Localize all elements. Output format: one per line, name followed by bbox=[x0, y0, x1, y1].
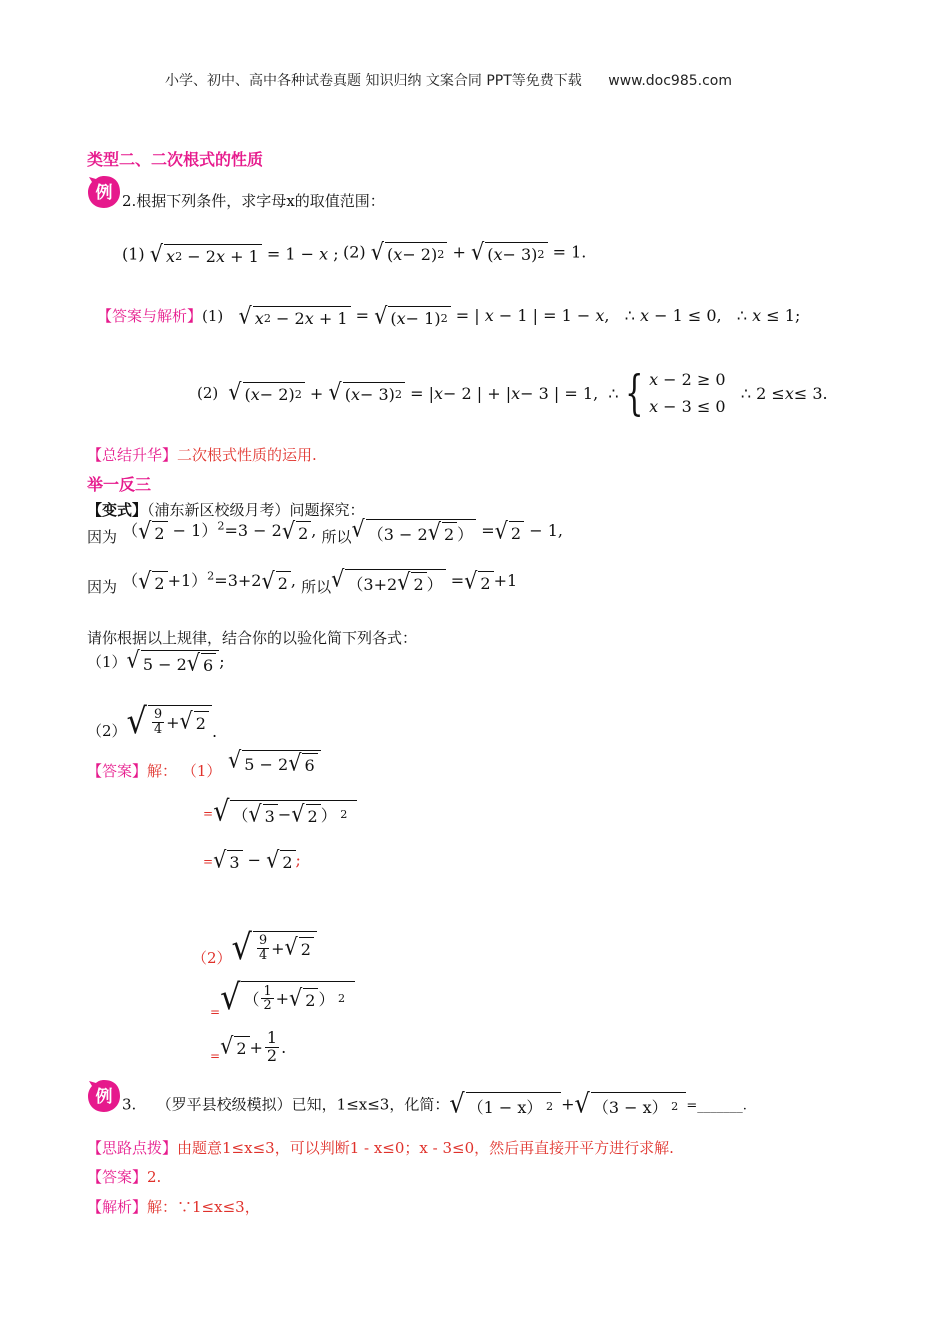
variant-line bbox=[87, 499, 365, 520]
instruction: 请你根据以上规律，结合你的以验化简下列各式： bbox=[87, 629, 418, 647]
problem-number: (2) bbox=[343, 242, 366, 262]
ex2-answer-1: 【答案与解析】(1) √ x 2 − 2 x + 1 = √ ( x − 1) 2 = | x − 1 | = 1 − x, ∴ x − 1 ≤ 0, ∴ x ≤ 1; bbox=[97, 302, 801, 329]
ex2-summary bbox=[87, 444, 317, 465]
ex2-problem-2: (2) √ ( x − 2) 2 + √ ( x − 3) 2 = 1. bbox=[343, 238, 587, 266]
header-url[interactable]: www.doc985.com bbox=[608, 73, 732, 89]
question-2: （2） √ $\frac{9}{4}$ + √ 2 . bbox=[87, 699, 218, 742]
ex3-analysis bbox=[87, 1196, 260, 1217]
answer-number: （1） bbox=[181, 762, 222, 780]
answer-number: (2) bbox=[197, 384, 219, 403]
answer-blank: =_______. bbox=[686, 1098, 747, 1114]
ex2-problem-1: (1) √ x 2 − 2 x + 1 = 1 − x ; bbox=[122, 240, 339, 268]
analysis-tag: 【解析】 bbox=[87, 1198, 148, 1216]
ex3-number: 3. bbox=[122, 1095, 137, 1114]
variant-text: （浦东新区校级月考）问题探究： bbox=[147, 501, 365, 519]
answer-tag: 【答案】 bbox=[87, 762, 148, 780]
badge-label: 例 bbox=[95, 1087, 113, 1107]
ex2-answer-2: (2) √ ( x − 2) 2 + √ ( x − 3) 2 = | x − 2 | + | x − 3 | = 1, ∴ { x − 2 ≥ 0 x − 3 ≤ 0 ∴ 2 ≤ x ≤ 3. bbox=[197, 365, 828, 422]
because-line-1: 因为 （ √ 2 − 1）$^2$=3 − 2 √ 2 , 所以 √ （3 − 2 √ 2 ） = √ 2 − 1, bbox=[87, 515, 563, 546]
answer-tag: 【答案】 bbox=[87, 1168, 148, 1186]
answer-2-step-2: = √ 2 + $\frac{1}{2}$ . bbox=[210, 1028, 287, 1065]
juyi-answer bbox=[87, 760, 221, 781]
answer-number: (1) bbox=[202, 307, 224, 325]
ex2-prompt: 2.根据下列条件，求字母x的取值范围： bbox=[122, 192, 385, 210]
ex3-question: 3. （罗平县校级模拟）已知，1≤x≤3，化简： √ （1 − x） 2 + √ （3 − x） 2 =_______. bbox=[122, 1088, 747, 1120]
badge-label: 例 bbox=[95, 183, 113, 203]
question-number: （1） bbox=[87, 653, 127, 671]
answer-2-expr: （2） √ $\frac{9}{4}$ + √ 2 bbox=[192, 925, 317, 968]
header-text: 小学、初中、高中各种试卷真题 知识归纳 文案合同 PPT等免费下载 bbox=[165, 73, 582, 89]
example-badge-icon bbox=[86, 1078, 122, 1114]
summary-tag: 【总结升华】 bbox=[87, 446, 178, 464]
question-1: （1） √ 5 − 2 √ 6 ; bbox=[87, 646, 225, 677]
question-number: （2） bbox=[87, 722, 127, 740]
summary-text: 二次根式性质的运用. bbox=[177, 446, 317, 464]
so-label: 所以 bbox=[301, 578, 332, 596]
section-title: 类型二、二次根式的性质 bbox=[87, 150, 264, 169]
answer-1-expr: √ 5 − 2 √ 6 bbox=[228, 750, 321, 775]
answer-text: 2. bbox=[147, 1168, 162, 1186]
because-label: 因为 bbox=[87, 528, 118, 546]
because-label: 因为 bbox=[87, 578, 118, 596]
analysis-text: 解：∵1≤x≤3， bbox=[147, 1198, 260, 1216]
hint-tag: 【思路点拨】 bbox=[87, 1139, 178, 1157]
juyi-title: 举一反三 bbox=[87, 475, 152, 494]
answer-1-step-1: = √ （ √ 3 − √ 2 ） 2 bbox=[203, 800, 357, 826]
because-line-2: 因为 （ √ 2 +1）$^2$=3+2 √ 2 , 所以 √ （3+2 √ 2 ） = √ 2 +1 bbox=[87, 565, 518, 596]
so-label: 所以 bbox=[321, 528, 352, 546]
example-badge-icon bbox=[86, 174, 122, 210]
ex3-hint bbox=[87, 1137, 674, 1158]
answer-1-step-2: = √ 3 − √ 2 ; bbox=[203, 846, 301, 874]
answer-tag: 【答案与解析】 bbox=[97, 307, 203, 325]
problem-number: (1) bbox=[122, 244, 145, 264]
ex3-answer bbox=[87, 1166, 161, 1187]
variant-tag: 【变式】 bbox=[87, 501, 148, 519]
answer-number: （2） bbox=[192, 949, 232, 967]
hint-text: 由题意1≤x≤3，可以判断1 - x≤0；x - 3≤0，然后再直接开平方进行求解. bbox=[177, 1139, 674, 1157]
answer-text: 解： bbox=[147, 762, 178, 780]
page-header bbox=[165, 70, 732, 90]
ex3-text: （罗平县校级模拟）已知，1≤x≤3，化简： bbox=[156, 1095, 450, 1114]
answer-2-step-1: = √ （ $\frac{1}{2}$ + √ 2 ） 2 bbox=[210, 975, 355, 1019]
